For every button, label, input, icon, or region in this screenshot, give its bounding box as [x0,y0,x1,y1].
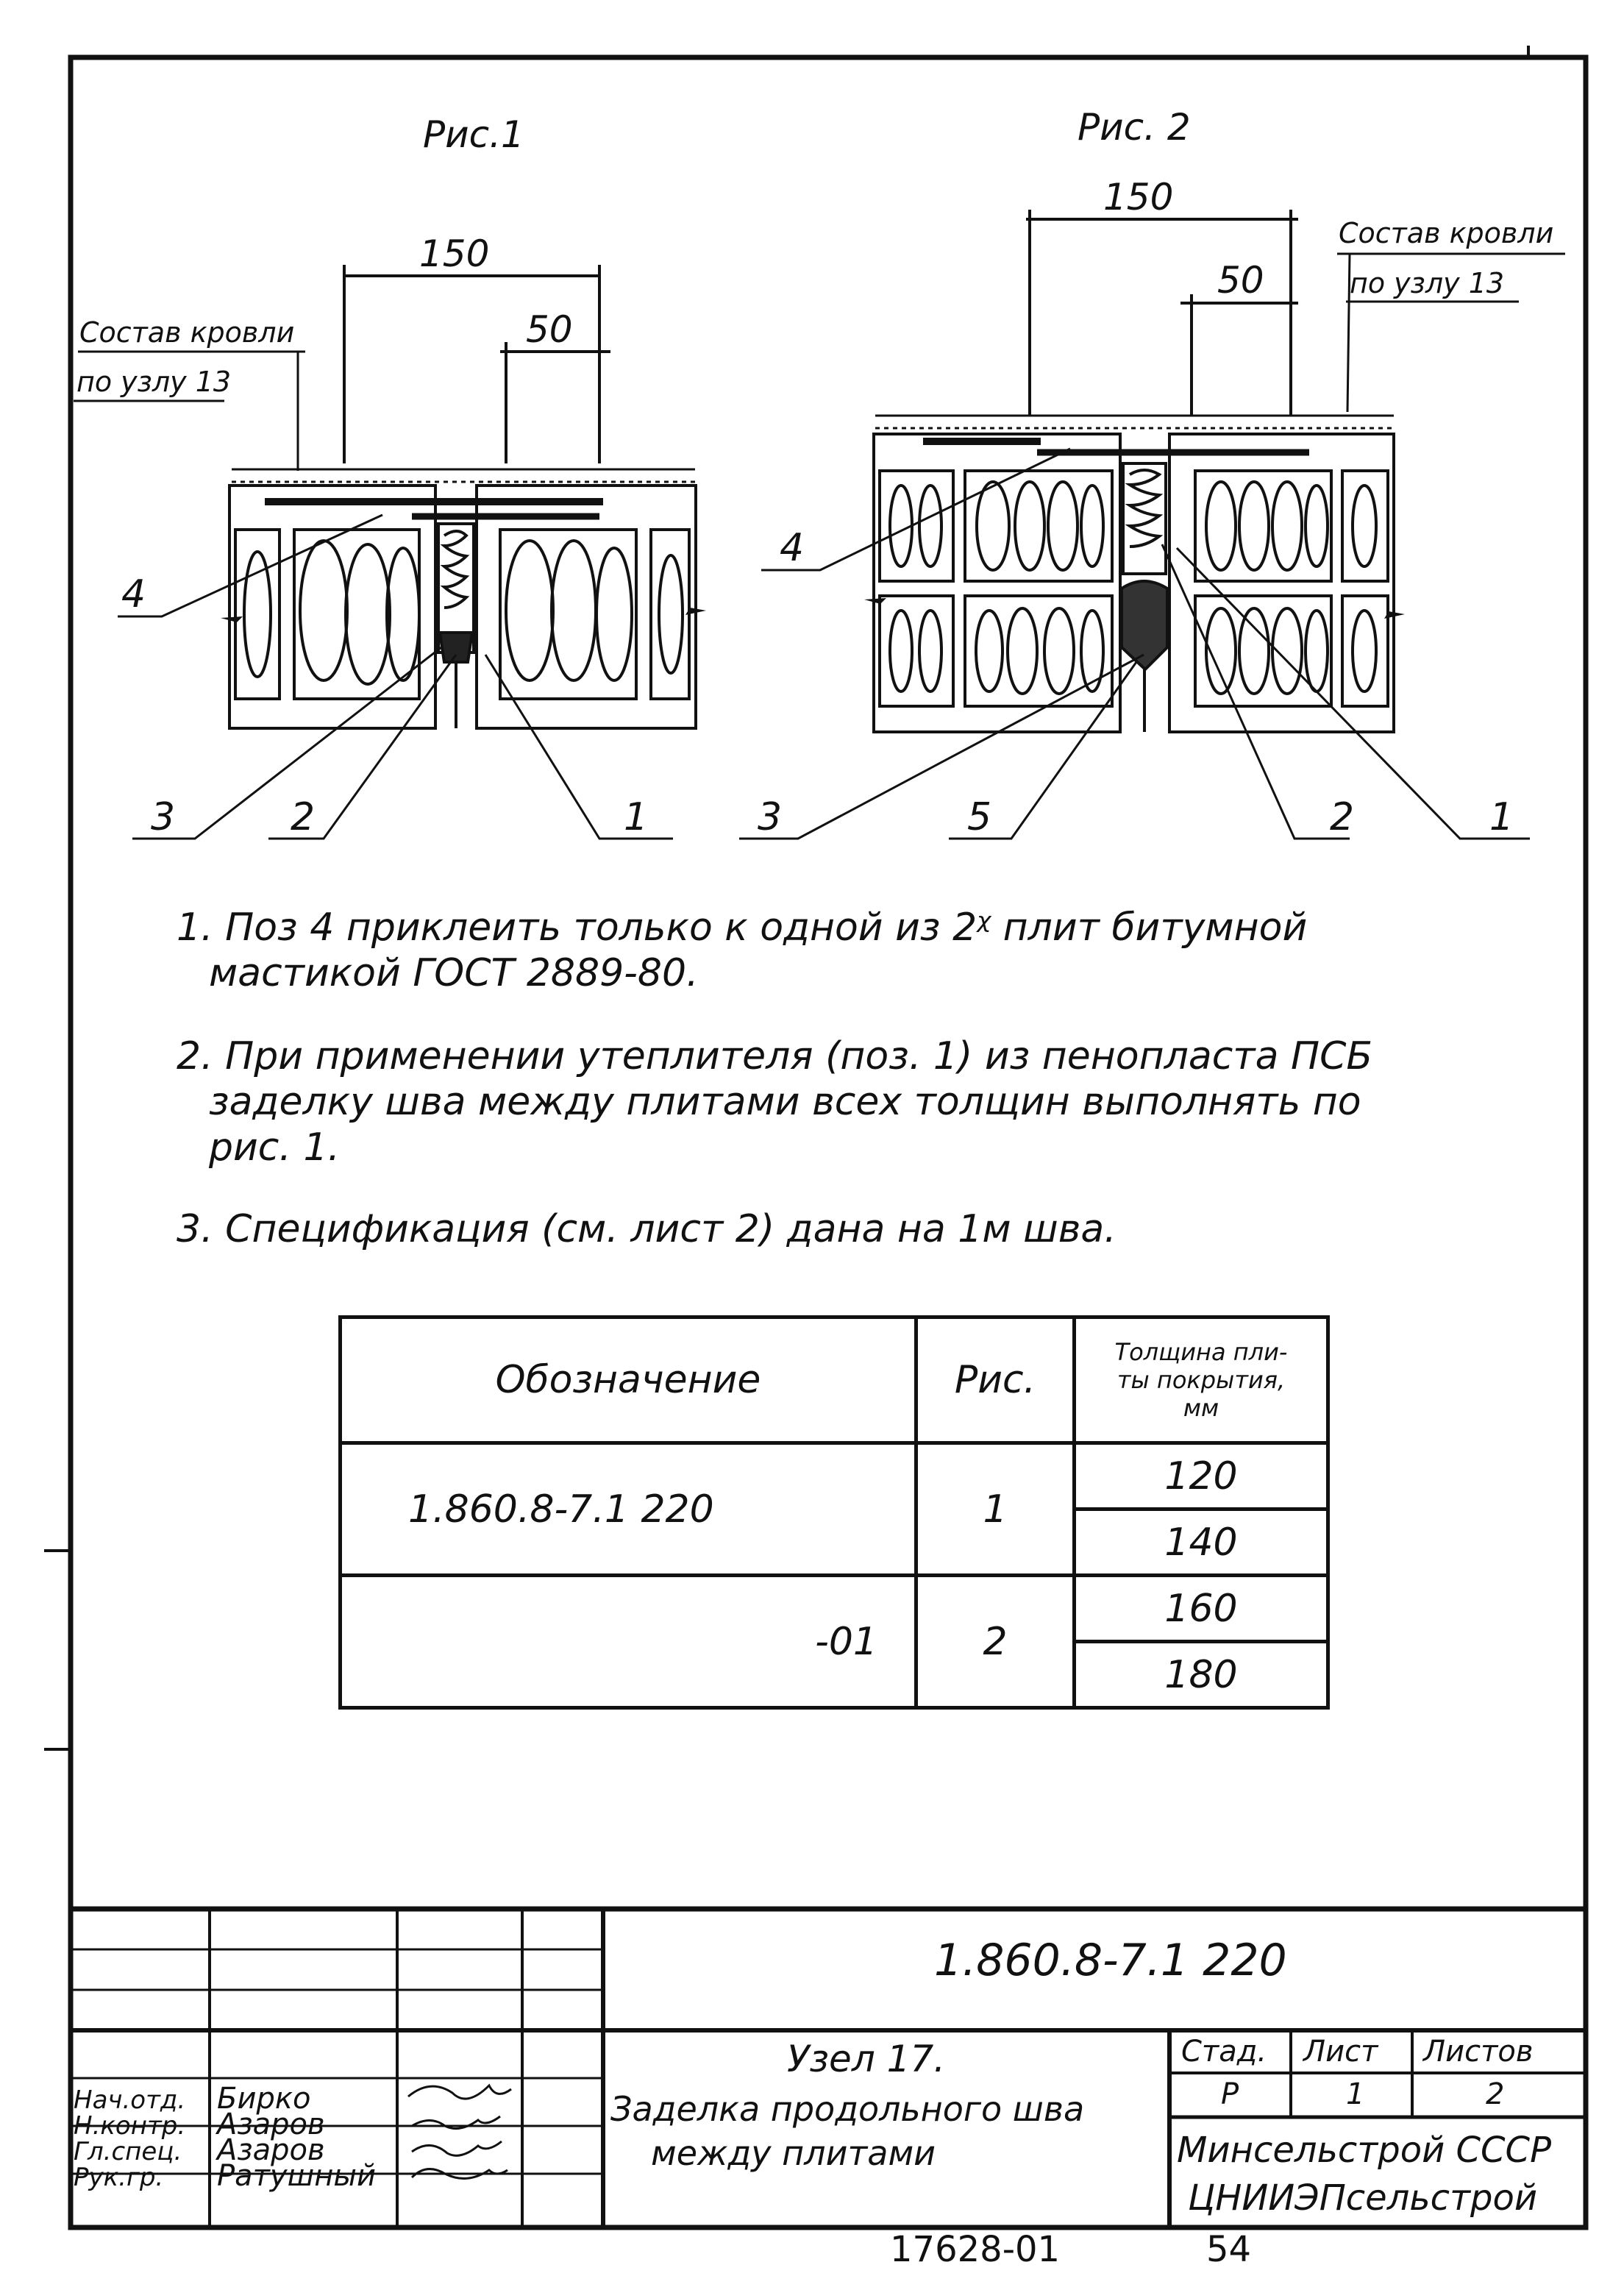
name-group-lead: Ратушный [217,2159,376,2193]
stage-header: Стад. [1181,2035,1267,2069]
stage-value: Р [1221,2077,1239,2111]
spec-row2-thickness-b: 180 [1075,1642,1328,1708]
role-head-of-dept: Нач.отд. [74,2085,186,2115]
drawing-title-line1: Узел 17. [787,2038,946,2080]
fig2-callout-3: 3 [758,795,783,839]
fig2-callout-2: 2 [1330,795,1355,839]
fig2-roof-label-line1: Состав кровли [1339,217,1554,249]
role-norm-control: Н.контр. [74,2111,186,2141]
spec-row2-thickness-a: 160 [1075,1576,1328,1642]
doc-code: 1.860.8-7.1 220 [934,1935,1287,1986]
note-3-line1: 3. Спецификация (см. лист 2) дана на 1м шва. [177,1207,1116,1251]
sheet-header: Лист [1303,2035,1378,2069]
spec-row2-fig: 2 [916,1576,1075,1708]
note-2-line2: заделку шва между плитами всех толщин выполнять по [209,1080,1361,1124]
fig2-dim-50-label: 50 [1217,259,1264,302]
name-norm-control: Азаров [217,2108,325,2141]
page-number: 54 [1206,2229,1252,2270]
name-head-of-dept: Бирко [217,2082,311,2116]
fig1-roof-label-line2: по узлу 13 [76,366,232,398]
fig1-callout-2: 2 [291,795,316,839]
spec-header-designation: Обозначение [341,1317,916,1443]
fig1-dim-150-label: 150 [419,232,490,275]
sheets-value: 2 [1486,2077,1505,2111]
archive-number: 17628-01 [890,2229,1061,2270]
fig2-title: Рис. 2 [1078,106,1191,149]
spec-row1-thickness-b: 140 [1075,1509,1328,1576]
fig2-callout-5: 5 [967,795,992,839]
name-chief-specialist: Азаров [217,2133,325,2167]
spec-header-fig: Рис. [916,1317,1075,1443]
fig1-dim-50-label: 50 [526,308,573,351]
note-2-line1: 2. При применении утеплителя (поз. 1) из пенопласта ПСБ [177,1034,1373,1078]
fig1-title: Рис.1 [423,113,524,156]
drawing-title-line3: между плитами [651,2133,936,2173]
sheet-value: 1 [1346,2077,1365,2111]
org-line1: Минсельстрой СССР [1177,2130,1552,2171]
spec-header-thickness-line1: Толщина пли- [1114,1338,1288,1366]
org-line2: ЦНИИЭПсельстрой [1188,2177,1538,2219]
drawing-title-line2: Заделка продольного шва [610,2089,1085,2129]
spec-row2-designation: -01 [341,1576,916,1708]
fig1-callout-4: 4 [121,572,146,616]
note-2-line3: рис. 1. [209,1125,341,1170]
fig2-dim-150-label: 150 [1103,176,1174,218]
fig2-callout-4: 4 [780,526,805,570]
fig1-roof-label-line1: Состав кровли [79,316,295,349]
spec-header-thickness-line2: ты покрытия, [1116,1366,1286,1394]
spec-row1-fig: 1 [916,1443,1075,1576]
fig1-callout-1: 1 [624,795,649,839]
role-group-lead: Рук.гр. [74,2163,164,2192]
fig1-callout-3: 3 [151,795,176,839]
spec-row1-designation: 1.860.8-7.1 220 [341,1443,916,1576]
fig2-roof-label-line2: по узлу 13 [1350,267,1505,299]
sheets-header: Листов [1423,2035,1534,2069]
spec-row1-thickness-a: 120 [1075,1443,1328,1509]
role-chief-specialist: Гл.спец. [74,2137,182,2166]
spec-header-thickness-line3: мм [1183,1394,1219,1422]
note-1-line1: 1. Поз 4 приклеить только к одной из 2ᵡ плит битумной [177,906,1308,950]
fig2-callout-1: 1 [1489,795,1514,839]
note-1-line2: мастикой ГОСТ 2889-80. [209,951,699,995]
